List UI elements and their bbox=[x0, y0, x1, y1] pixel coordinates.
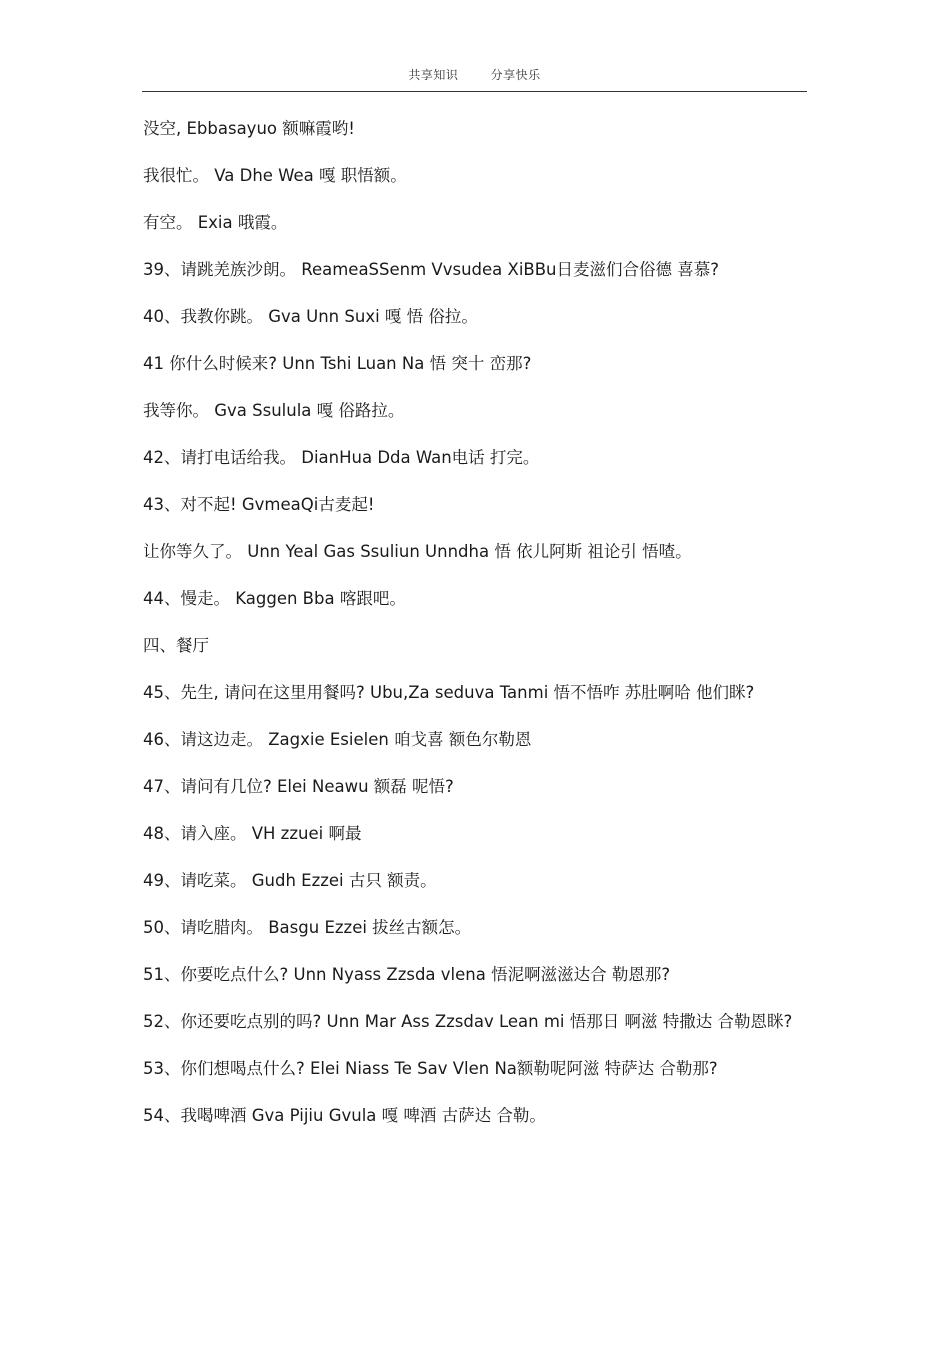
header-right-text: 分享快乐 bbox=[490, 68, 541, 82]
phrase-line: 43、对不起! GvmeaQi古麦起! bbox=[143, 495, 375, 514]
phrase-line: 41 你什么时候来? Unn Tshi Luan Na 悟 突十 峦那? bbox=[143, 354, 532, 373]
phrase-line: 52、你还要吃点别的吗? Unn Mar Ass Zzsdav Lean mi 悟那日 啊滋 特撒达 合勒恩眯? bbox=[143, 1012, 793, 1031]
phrase-line: 51、你要吃点什么? Unn Nyass Zzsda vlena 悟泥啊滋滋达合 勒恩那? bbox=[143, 965, 671, 984]
phrase-line: 我等你。 Gva Ssulula 嘎 俗路拉。 bbox=[143, 401, 405, 420]
phrase-line: 我很忙。 Va Dhe Wea 嘎 职悟额。 bbox=[143, 166, 407, 185]
phrase-line: 有空。 Exia 哦霞。 bbox=[143, 213, 288, 232]
document-body bbox=[143, 116, 807, 1150]
page-header bbox=[142, 66, 807, 83]
header-divider bbox=[142, 91, 807, 92]
phrase-line: 40、我教你跳。 Gva Unn Suxi 嘎 悟 俗拉。 bbox=[143, 307, 478, 326]
phrase-line: 47、请问有几位? Elei Neawu 额磊 呢悟? bbox=[143, 777, 454, 796]
phrase-line: 没空, Ebbasayuo 额嘛霞哟! bbox=[143, 119, 355, 138]
phrase-line: 让你等久了。 Unn Yeal Gas Ssuliun Unndha 悟 依儿阿斯 祖论引 悟喳。 bbox=[143, 542, 692, 561]
phrase-line: 44、慢走。 Kaggen Bba 喀跟吧。 bbox=[143, 589, 406, 608]
phrase-line: 42、请打电话给我。 DianHua Dda Wan电话 打完。 bbox=[143, 448, 540, 467]
phrase-line: 53、你们想喝点什么? Elei Niass Te Sav Vlen Na额勒呢阿滋 特萨达 合勒那? bbox=[143, 1059, 718, 1078]
phrase-line: 39、请跳羌族沙朗。 ReameaSSenm Vvsudea XiBBu日麦滋们合俗德 喜慕? bbox=[143, 260, 720, 279]
phrase-line: 54、我喝啤酒 Gva Pijiu Gvula 嘎 啤酒 古萨达 合勒。 bbox=[143, 1106, 546, 1125]
phrase-line: 49、请吃菜。 Gudh Ezzei 古只 额责。 bbox=[143, 871, 437, 890]
phrase-line: 50、请吃腊肉。 Basgu Ezzei 拔丝古额怎。 bbox=[143, 918, 472, 937]
section-heading: 四、餐厅 bbox=[143, 636, 209, 655]
header-left-text: 共享知识 bbox=[408, 68, 459, 82]
phrase-line: 45、先生, 请问在这里用餐吗? Ubu,Za seduva Tanmi 悟不悟咋 苏肚啊哈 他们眯? bbox=[143, 683, 755, 702]
phrase-line: 46、请这边走。 Zagxie Esielen 咱戈喜 额色尔勒恩 bbox=[143, 730, 532, 749]
phrase-line: 48、请入座。 VH zzuei 啊最 bbox=[143, 824, 362, 843]
